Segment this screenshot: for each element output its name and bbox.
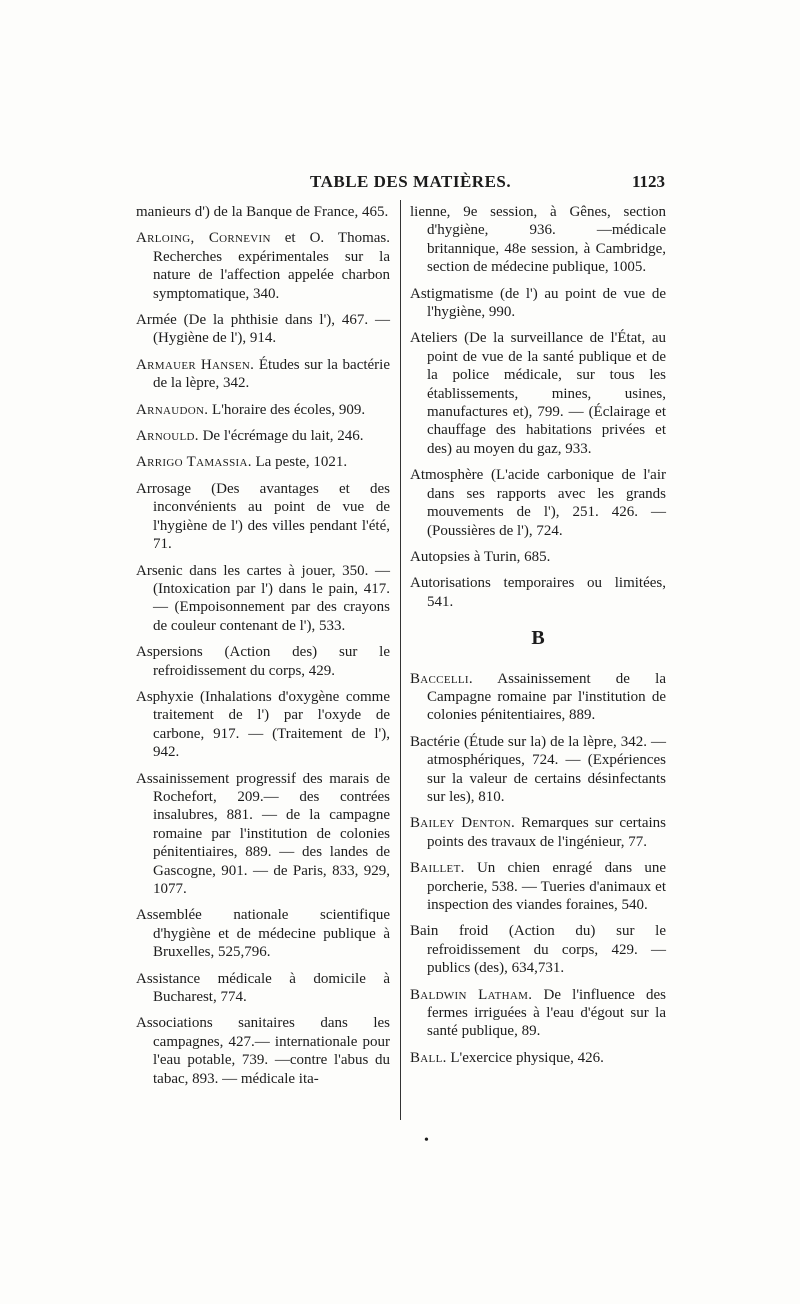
entry-text: Arrosage (Des avantages et des inconvénients au point de vue de l'hygiène de l') des villes pendant l'été, 71. [136,480,390,553]
index-entry [136,203,390,221]
index-entry [136,906,390,961]
entry-author: Ball. [410,1049,447,1066]
index-entry [136,229,390,303]
entry-author: Arnould. [136,428,199,445]
entry-text: et O. Thomas. Recherches expérimentales sur la nature de l'affection appelée charbon symptomatique, 340. [153,230,391,302]
entry-text: Études sur la bactérie de la lèpre, 342. [153,356,390,392]
entry-text: Bactérie (Étude sur la) de la lèpre, 342. — atmosphériques, 724. — (Expériences sur la valeur de certains désinfectants sur les), 810. [410,733,666,805]
entry-text: Bain froid (Action du) sur le refroidissement du corps, 429. — publics (des), 634,731. [410,923,666,977]
right-column [410,203,666,1075]
index-entry [410,922,666,977]
entry-author: Arloing, Cornevin [136,230,271,247]
entry-text: L'exercice physique, 426. [450,1049,604,1066]
entry-text: Associations sanitaires dans les campagnes, 427.— internationale pour l'eau potable, 739. —contre l'abus du tabac, 893. — médicale ita- [136,1015,390,1087]
index-entry [136,311,390,348]
entry-author: Baccelli. [410,670,473,687]
index-entry [136,356,390,393]
entry-text: Astigmatisme (de l') au point de vue de l'hygiène, 990. [410,285,666,321]
index-entry [136,401,390,419]
entry-text: Assemblée nationale scientifique d'hygiène et de médecine publique à Bruxelles, 525,796. [136,907,390,961]
index-entry [410,814,666,851]
entry-text: Atmosphère (L'acide carbonique de l'air dans ses rapports avec les grands mouvements de l'), 251. 426. — (Poussières de l'), 724. [410,467,666,539]
index-entry [410,329,666,458]
entry-text: Autorisations temporaires ou limitées, 541. [410,575,666,610]
index-entry [410,986,666,1041]
index-entry [136,427,390,445]
entry-text: Remarques sur certains points des travaux de l'ingénieur, 77. [427,815,666,850]
entry-text: Aspersions (Action des) sur le refroidissement du corps, 429. [136,644,390,679]
entry-text: Asphyxie (Inhalations d'oxygène comme traitement de l') par l'oxyde de carbone, 917. — (Traitement de l'), 942. [136,688,390,761]
index-entry [410,285,666,322]
page-number: 1123 [632,172,666,191]
index-entry [136,770,390,899]
entry-text: La peste, 1021. [255,454,348,471]
entry-author: Arnaudon. [136,401,209,418]
index-entry [136,480,390,554]
stray-mark: • [424,1133,429,1148]
index-entry [410,203,666,277]
index-entry [410,574,666,611]
entry-text: Arsenic dans les cartes à jouer, 350. — (Intoxication par l') dans le pain, 417. — (Empoisonnement par des crayons de couleur contenant de l'), 533. [136,562,390,634]
entry-text: lienne, 9e session, à Gênes, section d'hygiène, 936. —médicale britannique, 48e session, à Cambridge, section de médecine publique, 1005. [410,204,666,276]
index-entry [410,670,666,725]
entry-text: Un chien enragé dans une porcherie, 538. — Tueries d'animaux et inspection des viandes foraines, 540. [427,860,667,913]
entry-author: Baillet. [410,860,465,877]
index-entry [136,453,390,471]
index-entry [410,548,666,566]
entry-author: Baldwin Latham. [410,986,533,1003]
entry-text: Assainissement de la Campagne romaine par l'institution de colonies pénitentiaires, 889. [427,670,666,724]
entry-text: Ateliers (De la surveillance de l'État, au point de vue de la santé publique et de la police médicale, sur tous les établissements, mines, usines, manufactures et), 799. — (Éclairage et chauffage des habitations privées et des) au moyen du gaz, 933. [410,330,666,457]
entry-text: De l'écrémage du lait, 246. [202,428,364,445]
running-title: TABLE DES MATIÈRES. [310,172,512,191]
index-entry [136,562,390,636]
right-column-a-entries [410,203,666,611]
entry-author: Arrigo Tamassia. [136,454,252,471]
left-column [136,203,390,1096]
entry-text: Assistance médicale à domicile à Bucharest, 774. [136,970,390,1006]
right-column-b-entries [410,670,666,1068]
index-entry [136,688,390,762]
index-entry [410,859,666,914]
section-letter: B [531,627,545,650]
index-entry [410,733,666,807]
entry-text: Autopsies à Turin, 685. [410,548,551,565]
entry-text: manieurs d') de la Banque de France, 465. [136,204,389,220]
index-entry [136,970,390,1007]
entry-author: Armauer Hansen. [136,356,255,373]
entry-text: De l'influence des fermes irriguées à l'eau d'égout sur la santé publique, 89. [427,986,666,1040]
page-header [0,172,800,196]
entry-text: L'horaire des écoles, 909. [212,401,366,418]
index-entry [136,1014,390,1088]
entry-text: Armée (De la phthisie dans l'), 467. — (Hygiène de l'), 914. [136,312,390,347]
column-divider [400,200,401,1120]
entry-author: Bailey Denton. [410,815,516,832]
index-entry [410,1049,666,1067]
index-entry [136,643,390,680]
entry-text: Assainissement progressif des marais de Rochefort, 209.— des contrées insalubres, 881. — de la campagne romaine par l'institution de colonies pénitentiaires, 889. — des landes de Gascogne, 901. — de Paris, 833, 929, 1077. [136,770,390,897]
index-entry [410,466,666,540]
